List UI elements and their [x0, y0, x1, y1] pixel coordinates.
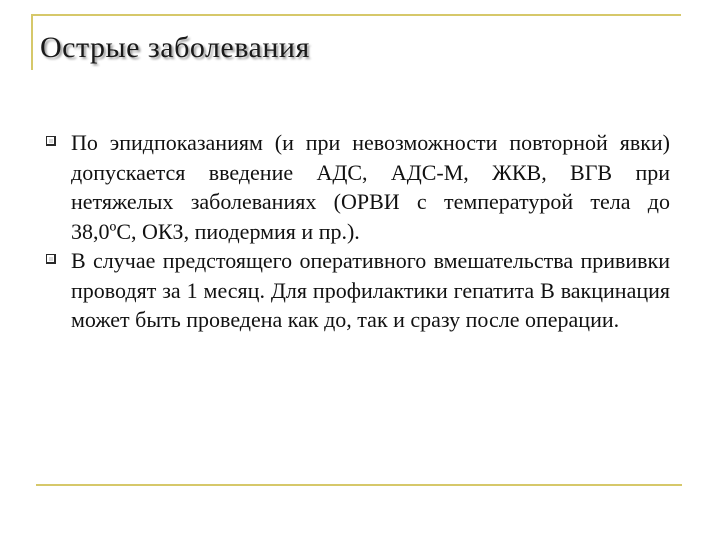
top-rule: [31, 14, 681, 16]
bullet-text: В случае предстоящего оперативного вмешательства прививки проводят за 1 месяц. Для профилактики гепатита В вакцинация может быть проведена как до, так и сразу после операции.: [71, 248, 670, 332]
bullet-item: [40, 246, 670, 335]
bullet-text: По эпидпоказаниям (и при невозможности повторной явки) допускается введение АДС, АДС-М, ЖКВ, ВГВ при нетяжелых заболеваниях (ОРВИ с температурой тела до 38,0ºС, ОКЗ, пиодермия и пр.).: [71, 130, 670, 244]
slide-title: Острые заболевания: [40, 31, 310, 64]
slide-body: [40, 128, 670, 335]
square-bullet-icon: [46, 254, 56, 264]
bullet-item: [40, 128, 670, 246]
bottom-rule: [36, 484, 682, 486]
square-bullet-icon: [46, 136, 56, 146]
left-rule: [31, 14, 33, 70]
